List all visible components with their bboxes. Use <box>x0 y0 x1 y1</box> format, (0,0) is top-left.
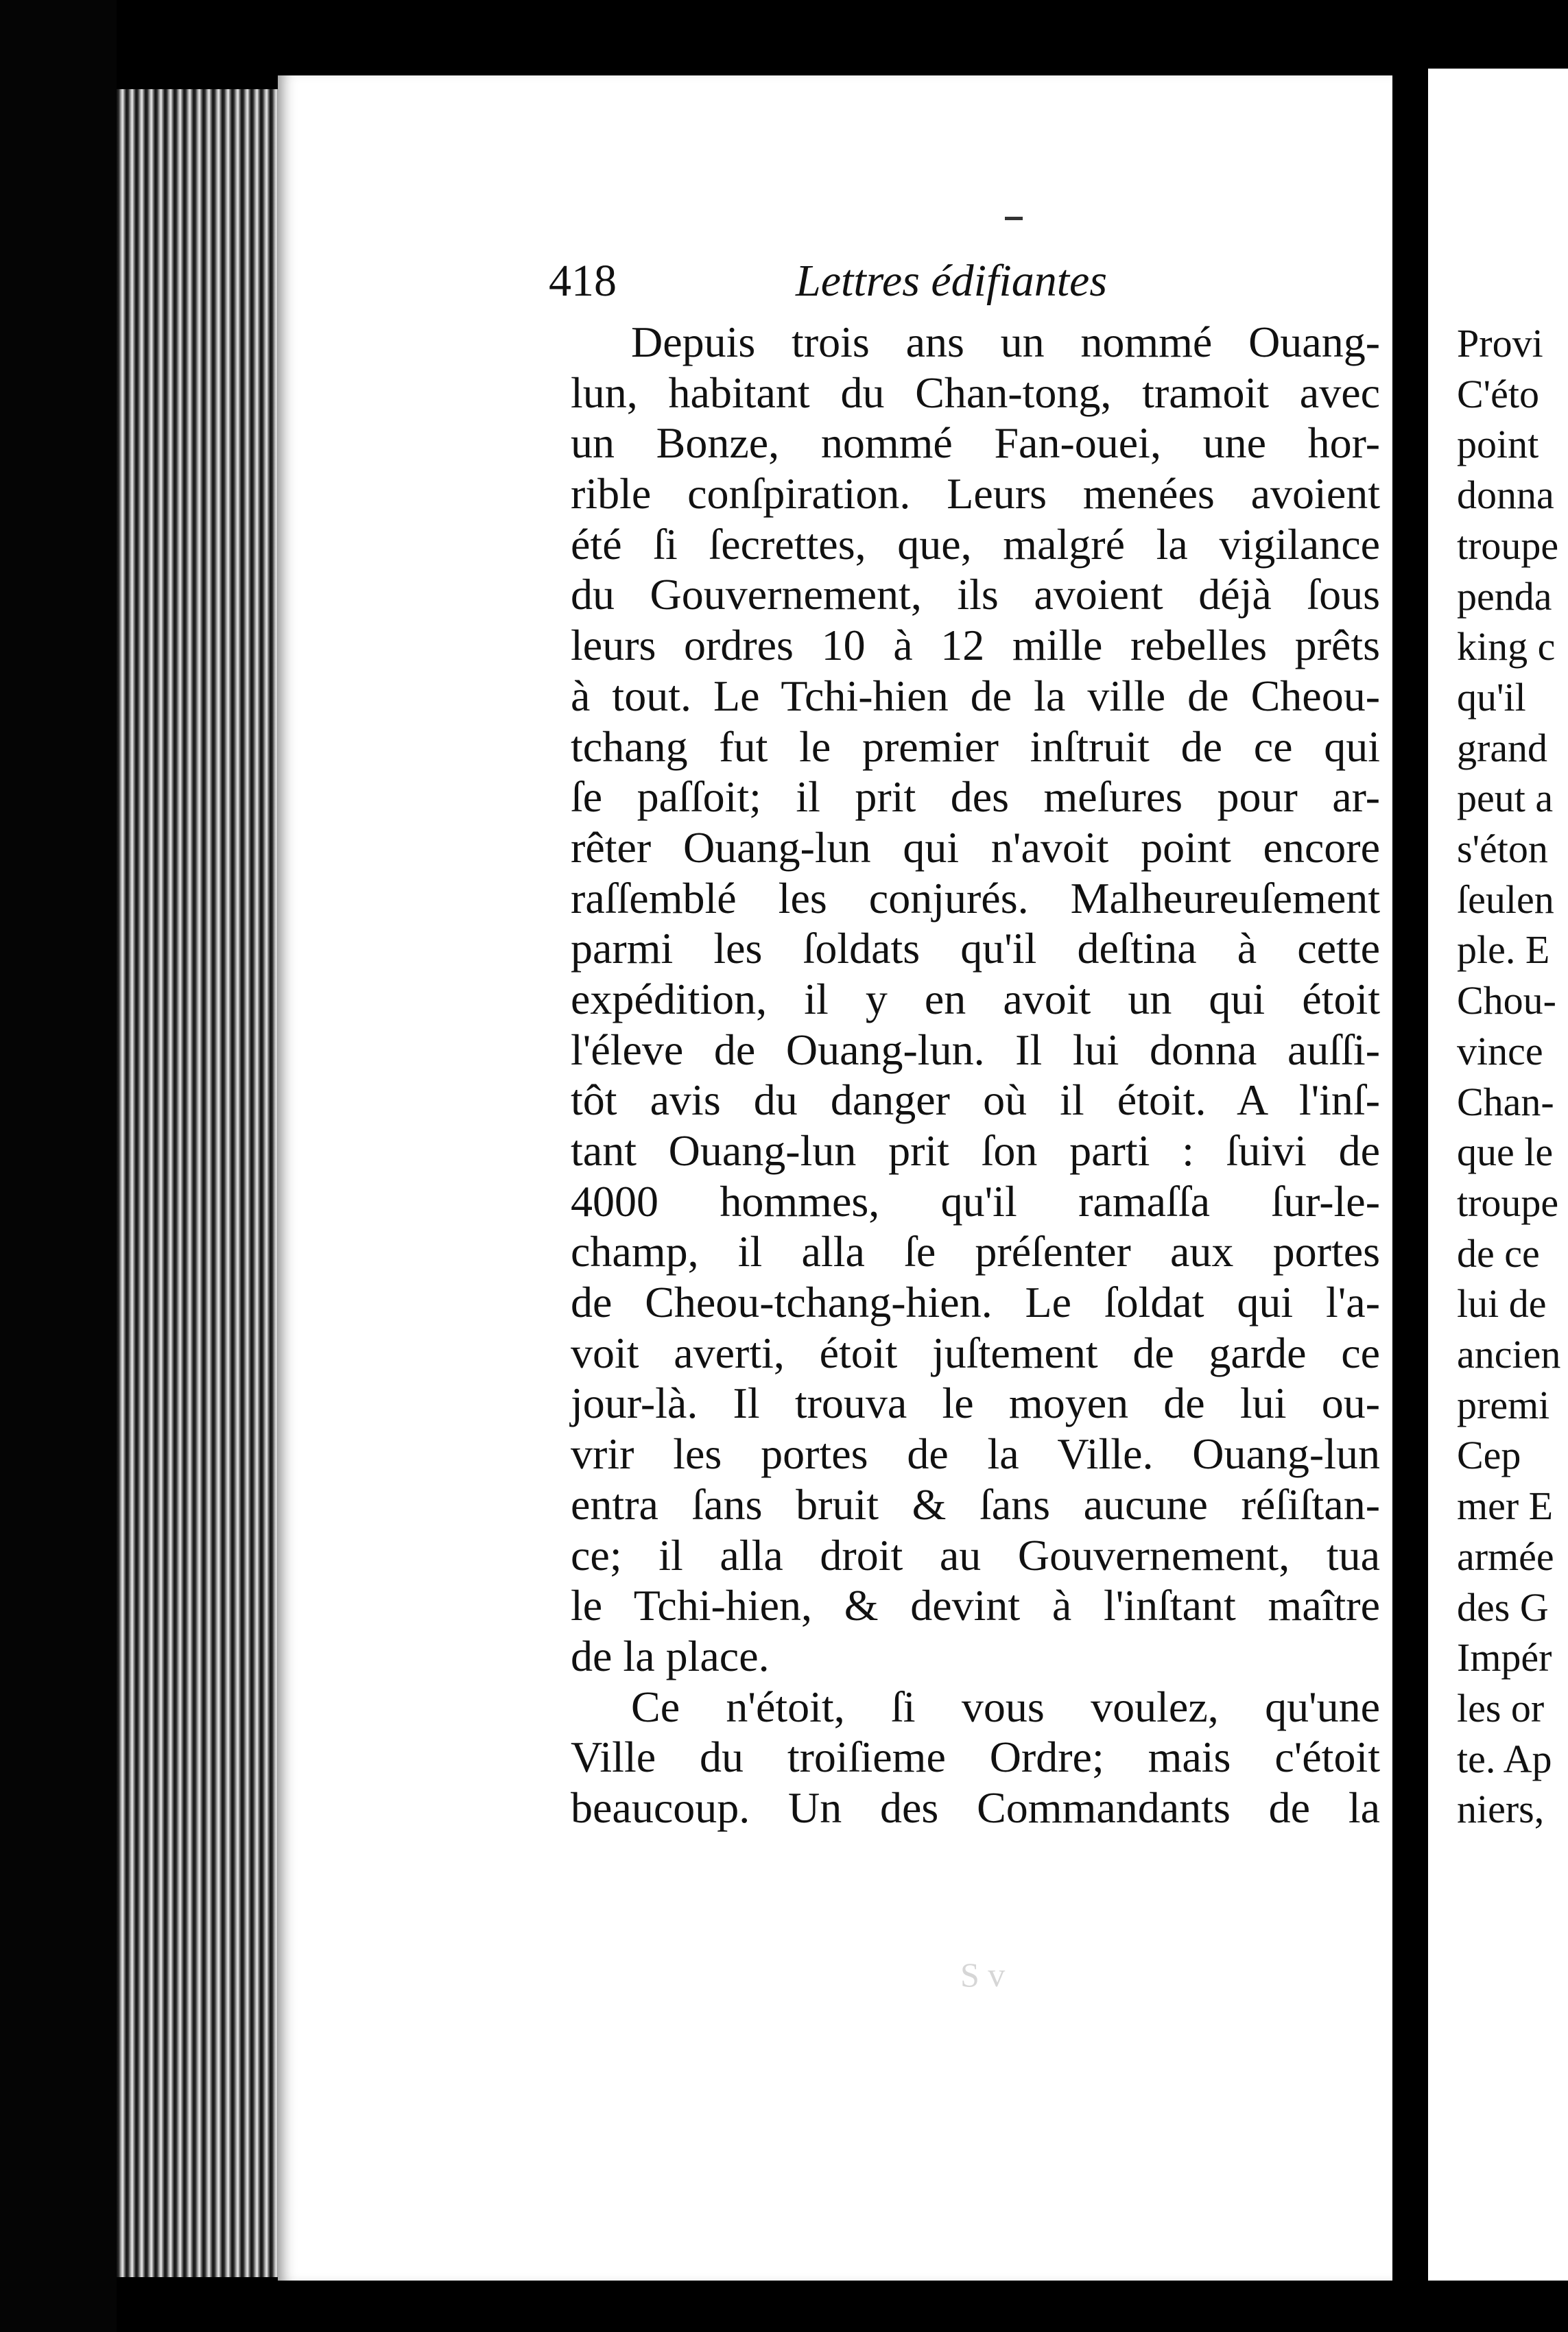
facing-page-line: troupe <box>1457 523 1559 568</box>
text-line: ſe paſſoit; il prit des meſures pour ar- <box>571 772 1380 822</box>
facing-page-line: troupe <box>1457 1180 1559 1225</box>
facing-page-line: que le <box>1457 1130 1554 1175</box>
text-line: l'éleve de Ouang-lun. Il lui donna auſſi- <box>571 1025 1380 1074</box>
ink-dash-mark <box>1005 217 1023 220</box>
facing-page-line: Provi <box>1457 321 1543 366</box>
facing-page-line: C'éto <box>1457 371 1539 416</box>
text-line: champ, il alla ſe préſenter aux portes <box>571 1227 1380 1276</box>
facing-page-line: peut a <box>1457 776 1554 821</box>
facing-page-line: niers, <box>1457 1787 1545 1832</box>
body-text <box>571 317 1380 1833</box>
gutter-right <box>1392 0 1428 2332</box>
text-line: ce; il alla droit au Gouvernement, tua <box>571 1530 1380 1580</box>
text-line: lun, habitant du Chan-tong, tramoit avec <box>571 368 1380 417</box>
text-line: de Cheou-tchang-hien. Le ſoldat qui l'a- <box>571 1278 1380 1327</box>
facing-page-line: Chou- <box>1457 978 1556 1023</box>
facing-page-line: penda <box>1457 573 1552 619</box>
text-line: à tout. Le Tchi-hien de la ville de Cheou- <box>571 671 1380 720</box>
text-line: du Gouvernement, ils avoient déjà ſous <box>571 570 1380 619</box>
text-line: rêter Ouang-lun qui n'avoit point encore <box>571 822 1380 872</box>
facing-page-line: donna <box>1457 473 1554 518</box>
facing-page-line: de ce <box>1457 1230 1540 1276</box>
text-line: Ce n'étoit, ſi vous voulez, qu'une <box>631 1682 1380 1731</box>
facing-page-line: te. Ap <box>1457 1736 1552 1781</box>
text-line: tchang fut le premier inſtruit de ce qui <box>571 722 1380 771</box>
facing-page-line: vince <box>1457 1028 1543 1073</box>
facing-page-line: Impér <box>1457 1635 1552 1680</box>
facing-page-line: des G <box>1457 1584 1549 1630</box>
facing-page-line: point <box>1457 422 1539 467</box>
text-line: tant Ouang-lun prit ſon parti : ſuivi de <box>571 1126 1380 1175</box>
facing-page-line: grand <box>1457 725 1548 770</box>
text-line: de la place. <box>571 1631 770 1680</box>
text-line: parmi les ſoldats qu'il deſtina à cette <box>571 924 1380 973</box>
text-line: 4000 hommes, qu'il ramaſſa ſur-le- <box>571 1176 1380 1226</box>
running-title: Lettres édifiantes <box>796 256 1108 306</box>
book-spine-shadow <box>0 0 117 2332</box>
facing-page <box>1428 69 1568 2281</box>
facing-page-line: les or <box>1457 1685 1545 1730</box>
facing-page-line: Cep <box>1457 1433 1521 1478</box>
facing-page-line: ſeulen <box>1457 877 1554 922</box>
text-line: entra ſans bruit & ſans aucune réſiſtan- <box>571 1479 1380 1529</box>
bleed-through-mark: S v <box>960 1955 1006 1994</box>
text-line: un Bonze, nommé Fan-ouei, une hor- <box>571 418 1380 468</box>
page-edges <box>117 89 295 2277</box>
facing-page-line: armée <box>1457 1534 1554 1579</box>
text-line: voit averti, étoit juſtement de garde ce <box>571 1328 1380 1377</box>
facing-page-line: ple. E <box>1457 927 1550 973</box>
facing-page-line: premi <box>1457 1382 1550 1427</box>
facing-page-line: mer E <box>1457 1484 1554 1529</box>
text-line: vrir les portes de la Ville. Ouang-lun <box>571 1429 1380 1479</box>
facing-page-line: s'éton <box>1457 826 1548 871</box>
text-line: raſſemblé les conjurés. Malheureuſement <box>571 873 1380 923</box>
text-line: tôt avis du danger où il étoit. A l'inſ- <box>571 1075 1380 1125</box>
text-line: Depuis trois ans un nommé Ouang- <box>631 318 1380 366</box>
text-line: le Tchi-hien, & devint à l'inſtant maître <box>571 1581 1380 1630</box>
facing-page-line: king c <box>1457 624 1556 669</box>
text-line: été ſi ſecrettes, que, malgré la vigilance <box>571 519 1380 569</box>
text-line: rible conſpiration. Leurs menées avoient <box>571 469 1380 519</box>
facing-page-line: ancien <box>1457 1332 1561 1377</box>
text-line: expédition, il y en avoit un qui étoit <box>571 974 1380 1023</box>
text-line: leurs ordres 10 à 12 mille rebelles prêts <box>571 621 1380 670</box>
facing-page-line: lui de <box>1457 1281 1547 1326</box>
text-line: beaucoup. Un des Commandants de la <box>571 1783 1380 1832</box>
facing-page-line: Chan- <box>1457 1079 1554 1124</box>
text-line: jour-là. Il trouva le moyen de lui ou- <box>571 1379 1380 1428</box>
facing-page-line: qu'il <box>1457 674 1526 719</box>
page-number: 418 <box>549 256 617 306</box>
text-line: Ville du troiſieme Ordre; mais c'étoit <box>571 1733 1380 1782</box>
